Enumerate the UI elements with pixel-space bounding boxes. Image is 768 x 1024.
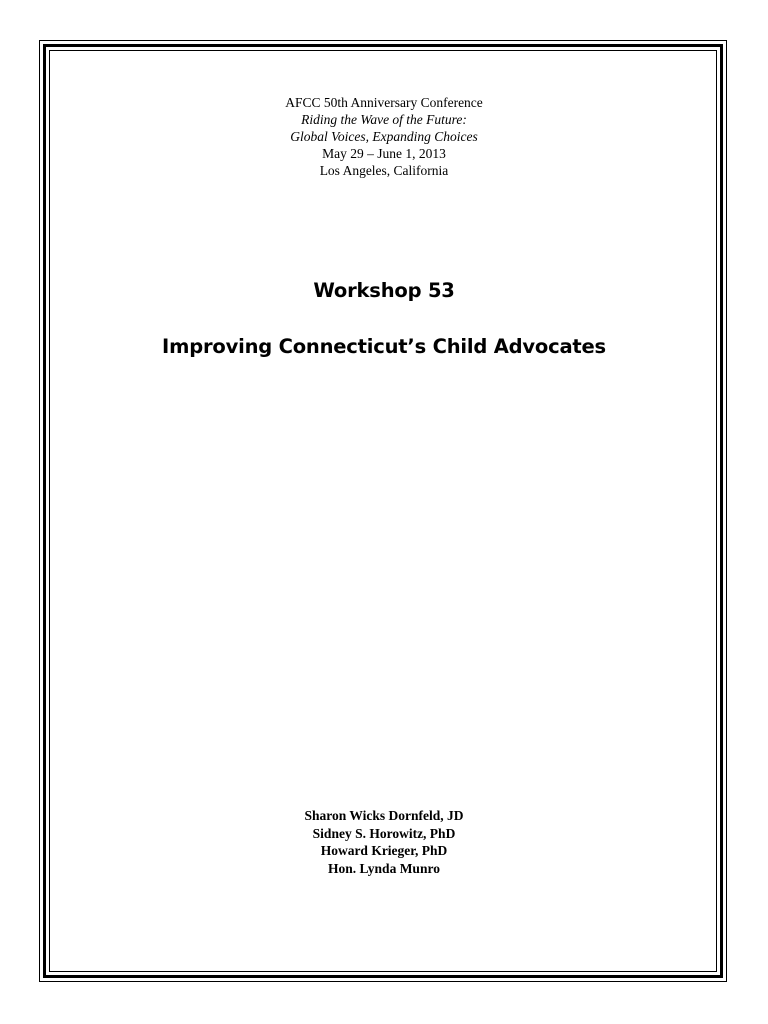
author-name: Howard Krieger, PhD: [320, 843, 448, 858]
conference-name: AFCC 50th Anniversary Conference: [285, 95, 483, 110]
author-list: [0, 807, 768, 877]
workshop-number: Workshop 53: [313, 279, 455, 302]
author-name: Sharon Wicks Dornfeld, JD: [304, 808, 464, 823]
workshop-title: Improving Connecticut’s Child Advocates: [162, 335, 606, 358]
author-name: Hon. Lynda Munro: [328, 860, 440, 876]
conference-theme-line-2: Global Voices, Expanding Choices: [290, 129, 478, 144]
conference-location: Los Angeles, California: [319, 163, 449, 178]
conference-theme-line-1: Riding the Wave of the Future:: [301, 112, 467, 127]
conference-dates: May 29 – June 1, 2013: [322, 146, 446, 161]
author-name: Sidney S. Horowitz, PhD: [312, 825, 456, 841]
conference-info: [0, 94, 768, 179]
